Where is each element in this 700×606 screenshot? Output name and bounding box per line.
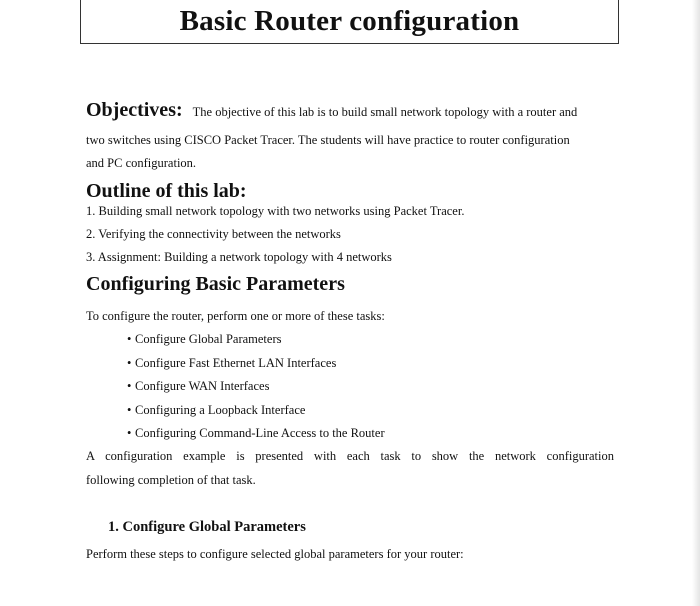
global-params-text: Perform these steps to configure selected global parameters for your router: <box>86 547 464 561</box>
task-item-2 <box>127 356 336 371</box>
example-line-1: A configuration example is presented with each task to show the network configuration <box>86 449 614 463</box>
bullet-icon: • <box>127 379 132 393</box>
outline-item-1: 1. Building small network topology with two networks using Packet Tracer. <box>86 204 465 218</box>
bullet-icon: • <box>127 356 132 370</box>
title-box <box>80 0 619 44</box>
outline-item-3: 3. Assignment: Building a network topology with 4 networks <box>86 250 392 264</box>
task-item-5 <box>127 426 385 441</box>
objectives-line-1: The objective of this lab is to build small network topology with a router and <box>192 105 578 119</box>
outline-item-2: 2. Verifying the connectivity between the networks <box>86 227 341 241</box>
task-item-4 <box>127 403 305 418</box>
task-label: Configuring a Loopback Interface <box>135 403 306 417</box>
bullet-icon: • <box>127 332 132 346</box>
task-item-3 <box>127 379 269 394</box>
task-label: Configure WAN Interfaces <box>135 379 270 393</box>
objectives-heading: Objectives: <box>86 99 183 121</box>
task-label: Configure Global Parameters <box>135 332 282 346</box>
outline-heading: Outline of this lab: <box>86 180 247 202</box>
page-edge-shadow <box>692 0 700 606</box>
global-params-heading: 1. Configure Global Parameters <box>108 519 306 535</box>
bullet-icon: • <box>127 426 132 440</box>
example-line-2: following completion of that task. <box>86 473 256 487</box>
objectives-line-2: two switches using CISCO Packet Tracer. The students will have practice to router configuration <box>86 133 570 147</box>
objectives-line-3: and PC configuration. <box>86 156 197 170</box>
task-label: Configuring Command-Line Access to the Router <box>135 426 385 440</box>
page-title: Basic Router configuration <box>179 5 520 37</box>
task-item-1 <box>127 332 281 347</box>
configuring-heading: Configuring Basic Parameters <box>86 273 345 295</box>
bullet-icon: • <box>127 403 132 417</box>
configuring-intro: To configure the router, perform one or more of these tasks: <box>86 309 385 323</box>
task-label: Configure Fast Ethernet LAN Interfaces <box>135 356 337 370</box>
objectives-paragraph <box>86 99 577 122</box>
